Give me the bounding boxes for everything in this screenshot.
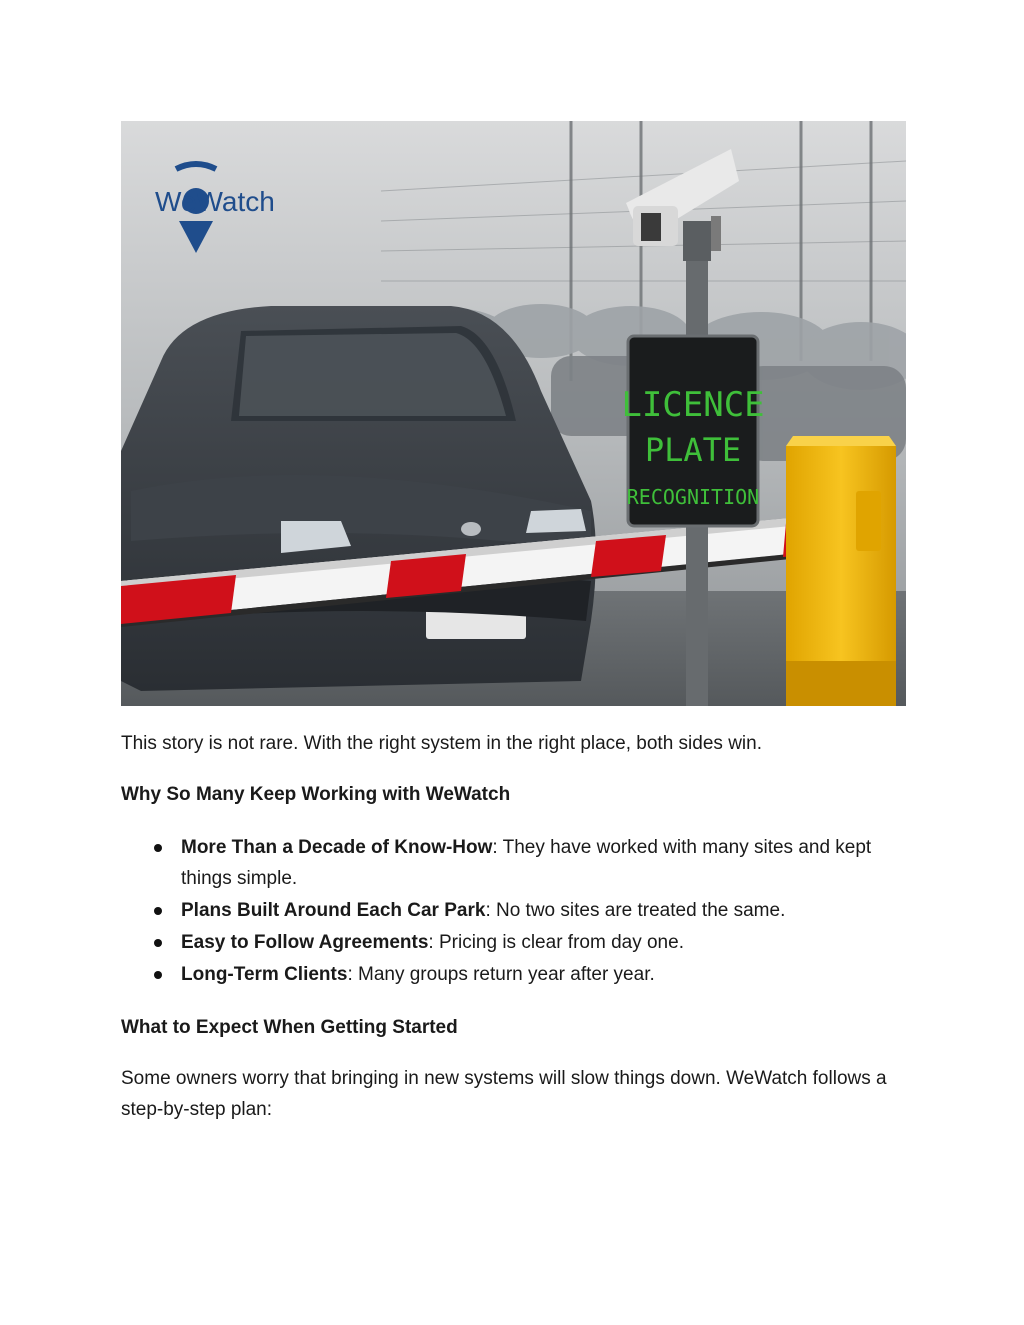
list-item-text: : No two sites are treated the same. [485,900,786,921]
list-item-text: : Pricing is clear from day one. [428,932,684,953]
bullet-icon [154,907,162,915]
bullet-icon [154,844,162,852]
list-item-title: More Than a Decade of Know-How [181,837,493,858]
list-item [121,959,906,990]
list-item [121,927,906,958]
list-item-title: Plans Built Around Each Car Park [181,900,486,921]
list-item-text: : Many groups return year after year. [347,964,655,985]
list-item [121,832,906,894]
lpr-sign [621,336,764,526]
section-heading-why: Why So Many Keep Working with WeWatch [121,784,511,805]
bullet-icon [154,939,162,947]
getting-started-paragraph: Some owners worry that bringing in new systems will slow things down. WeWatch follows a step-by-step plan: [121,1068,887,1120]
sign-line-1: LICENCE [621,385,765,425]
sign-line-2: PLATE [644,431,742,469]
car [121,306,596,691]
section-heading-getting-started: What to Expect When Getting Started [121,1017,458,1038]
logo-text: WeWatch [155,186,275,217]
parking-barrier-photo [121,121,906,706]
list-item-title: Long-Term Clients [181,964,348,985]
bullet-icon [154,971,162,979]
list-item [121,895,906,926]
reasons-list [121,832,906,991]
sign-line-3: RECOGNITION [626,485,760,509]
list-item-text: : They have worked with many sites and kept things simple. [181,837,872,889]
barrier-post [786,436,896,706]
hero-image [121,121,906,706]
intro-paragraph: This story is not rare. With the right system in the right place, both sides win. [121,733,762,754]
list-item-title: Easy to Follow Agreements [181,932,429,953]
